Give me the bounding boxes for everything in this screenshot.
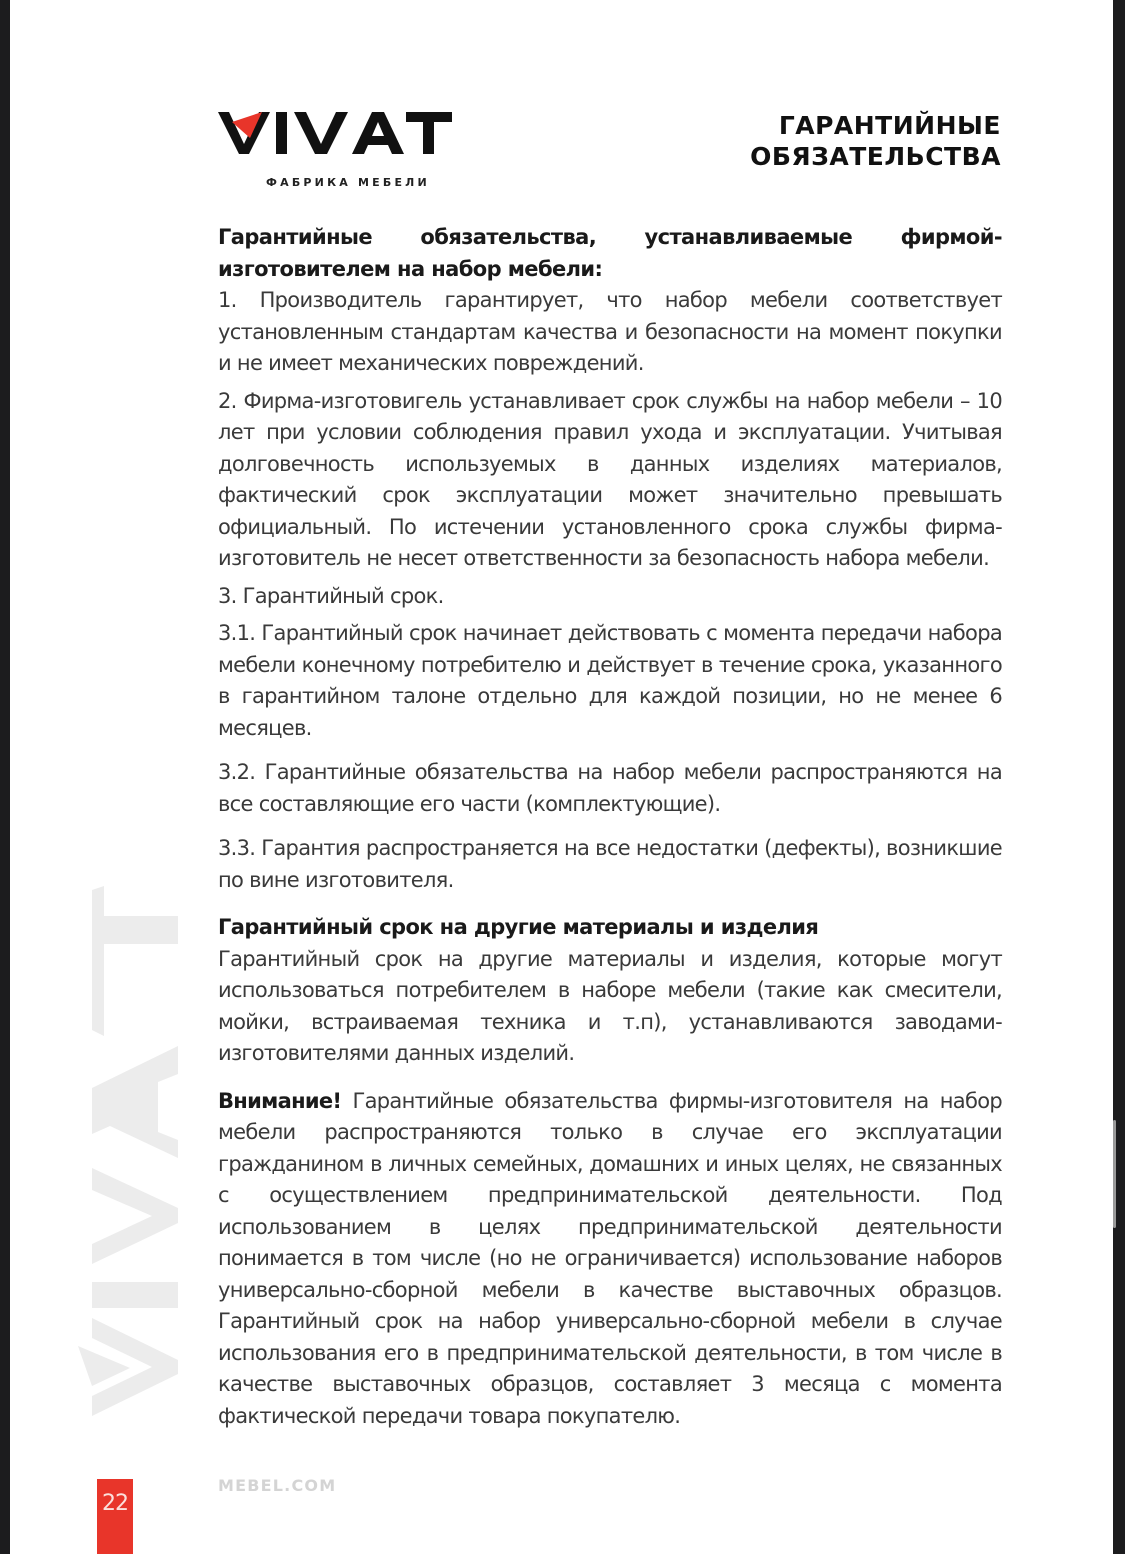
vivat-logo (218, 108, 454, 189)
footer-site: MEBEL.COM (218, 1476, 337, 1495)
clause-3-2: 3.2. Гарантийные обязательства на набор мебели распространяются на все составляющие его части (комплектующие). (218, 760, 1002, 816)
warning-text: Гарантийные обязательства фирмы-изготовителя на набор мебели распространяются только в случае его эксплуатации гражданином в личных семейных, домашних и иных целях, не связанных с осуществлением предпринимательской деятельности. Под использованием в целях предпринимательской деятельности понимается в том числе (но не ограничивается) использование наборов универсально-сборной мебели в качестве выставочных образцов. Гарантийный срок на набор универсально-сборной мебели в случае использования его в предпринимательской деятельности, в том числе в качестве выставочных образцов, составляет 3 месяца с момента фактической передачи товара покупателю. (218, 1088, 1002, 1428)
vivat-watermark-icon (72, 878, 178, 1422)
clause-3-3: 3.3. Гарантия распространяется на все недостатки (дефекты), возникшие по вине изготовителя. (218, 836, 1002, 892)
scrollbar[interactable] (1113, 1120, 1116, 1228)
document-body (218, 222, 1002, 1432)
warning-label: Внимание! (218, 1088, 342, 1113)
page-title-line-1: ГАРАНТИЙНЫЕ (778, 111, 1001, 140)
clause-3-1: 3.1. Гарантийный срок начинает действовать с момента передачи набора мебели конечному потребителю и действует в течение срока, указанного в гарантийном талоне отдельно для каждой позиции, но не менее 6 месяцев. (218, 621, 1002, 740)
page-title (750, 110, 1001, 172)
other-materials-text: Гарантийный срок на другие материалы и изделия, которые могут использоваться потребителем в наборе мебели (такие как смесители, мойки, встраиваемая техника и т.п), устанавливаются заводами-изготовителями данных изделий. (218, 946, 1002, 1065)
intro-heading: Гарантийные обязательства, устанавливаемые фирмой-изготовителем на набор мебели: (218, 225, 1002, 281)
page-number: 22 (102, 1491, 128, 1516)
clause-2: 2. Фирма-изготовигель устанавливает срок службы на набор мебели – 10 лет при условии соблюдения правил ухода и эксплуатации. Учитывая долговечность используемых в данных изделиях материалов, фактический срок эксплуатации может значительно превышать официальный. По истечении установленного срока службы фирма-изготовитель не несет ответственности за безопасность набора мебели. (218, 388, 1002, 570)
vivat-wordmark-icon (218, 108, 454, 158)
other-materials-heading: Гарантийный срок на другие материалы и изделия (218, 915, 819, 939)
logo-subtitle: ФАБРИКА МЕБЕЛИ (266, 176, 430, 189)
document-page (10, 0, 1113, 1554)
page-number-tab (97, 1479, 133, 1554)
clause-3: 3. Гарантийный срок. (218, 583, 444, 608)
clause-1: 1. Производитель гарантирует, что набор мебели соответствует установленным стандартам качества и безопасности на момент покупки и не имеет механических повреждений. (218, 288, 1002, 375)
page-title-line-2: ОБЯЗАТЕЛЬСТВА (750, 142, 1001, 171)
warning-paragraph (218, 1086, 1002, 1433)
